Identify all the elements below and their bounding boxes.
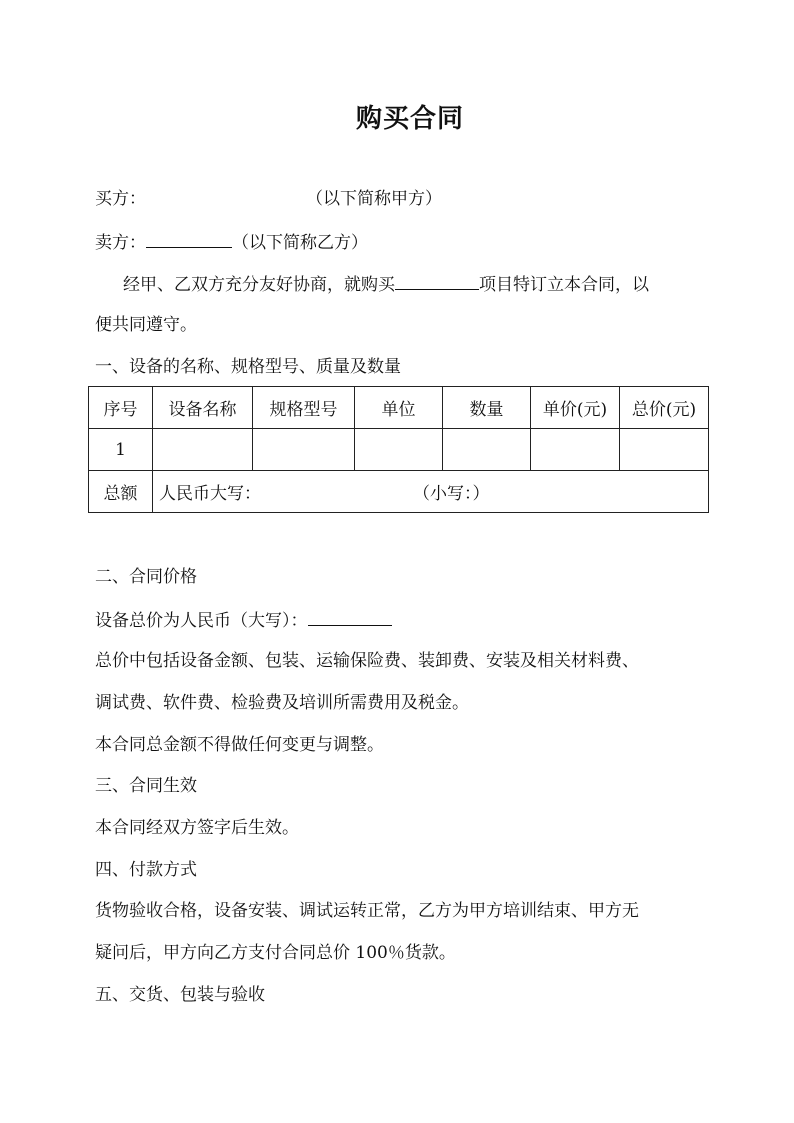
table-cell [253, 429, 355, 471]
buyer-label: 买方： [95, 189, 146, 209]
table-header: 数量 [443, 387, 531, 429]
seller-label: 卖方： [95, 233, 146, 253]
seller-note: （以下简称乙方） [232, 233, 368, 253]
intro-text: 经甲、乙双方充分友好协商，就购买 [123, 275, 395, 295]
table-total-row [89, 471, 709, 513]
total-label: 总额 [89, 471, 153, 513]
section2-line3: 调试费、软件费、检验费及培训所需费用及税金。 [95, 693, 469, 713]
table-row [89, 429, 709, 471]
seller-blank[interactable] [146, 230, 232, 248]
table-header: 规格型号 [253, 387, 355, 429]
total-uppercase: 人民币大写： [159, 484, 261, 504]
table-header: 序号 [89, 387, 153, 429]
seller-line [95, 230, 368, 254]
table-header: 设备名称 [153, 387, 253, 429]
table-cell [153, 429, 253, 471]
section2-line2: 总价中包括设备金额、包装、运输保险费、装卸费、安装及相关材料费、 [95, 651, 639, 671]
section3-line1: 本合同经双方签字后生效。 [95, 818, 299, 838]
section2-line1 [95, 608, 392, 632]
table-cell [531, 429, 620, 471]
equipment-table [88, 386, 709, 513]
table-header: 单价(元) [531, 387, 620, 429]
section4-heading: 四、付款方式 [95, 860, 197, 880]
total-price-label: 设备总价为人民币（大写）： [95, 611, 308, 631]
table-cell [355, 429, 443, 471]
table-header: 总价(元) [620, 387, 709, 429]
table-header: 单位 [355, 387, 443, 429]
section2-line4: 本合同总金额不得做任何变更与调整。 [95, 735, 384, 755]
table-cell [443, 429, 531, 471]
total-lowercase: （小写：） [413, 484, 490, 504]
section4-line2: 疑问后，甲方向乙方支付合同总价 100％货款。 [95, 943, 456, 963]
intro-line [123, 272, 649, 296]
table-cell: 1 [89, 429, 153, 471]
table-cell [620, 429, 709, 471]
buyer-note: （以下简称甲方） [306, 189, 442, 209]
total-price-blank[interactable] [308, 608, 392, 626]
section5-heading: 五、交货、包装与验收 [95, 985, 265, 1005]
page-title: 购买合同 [355, 104, 464, 134]
intro-text-2: 项目特订立本合同，以 [479, 275, 649, 295]
buyer-line [95, 188, 442, 210]
table-header-row [89, 387, 709, 429]
section2-heading: 二、合同价格 [95, 567, 197, 587]
section4-line1: 货物验收合格，设备安装、调试运转正常，乙方为甲方培训结束、甲方无 [95, 901, 639, 921]
section3-heading: 三、合同生效 [95, 776, 197, 796]
section1-heading: 一、设备的名称、规格型号、质量及数量 [95, 357, 401, 377]
intro-line-2: 便共同遵守。 [95, 315, 197, 335]
project-blank[interactable] [395, 272, 479, 290]
total-value [153, 471, 709, 513]
